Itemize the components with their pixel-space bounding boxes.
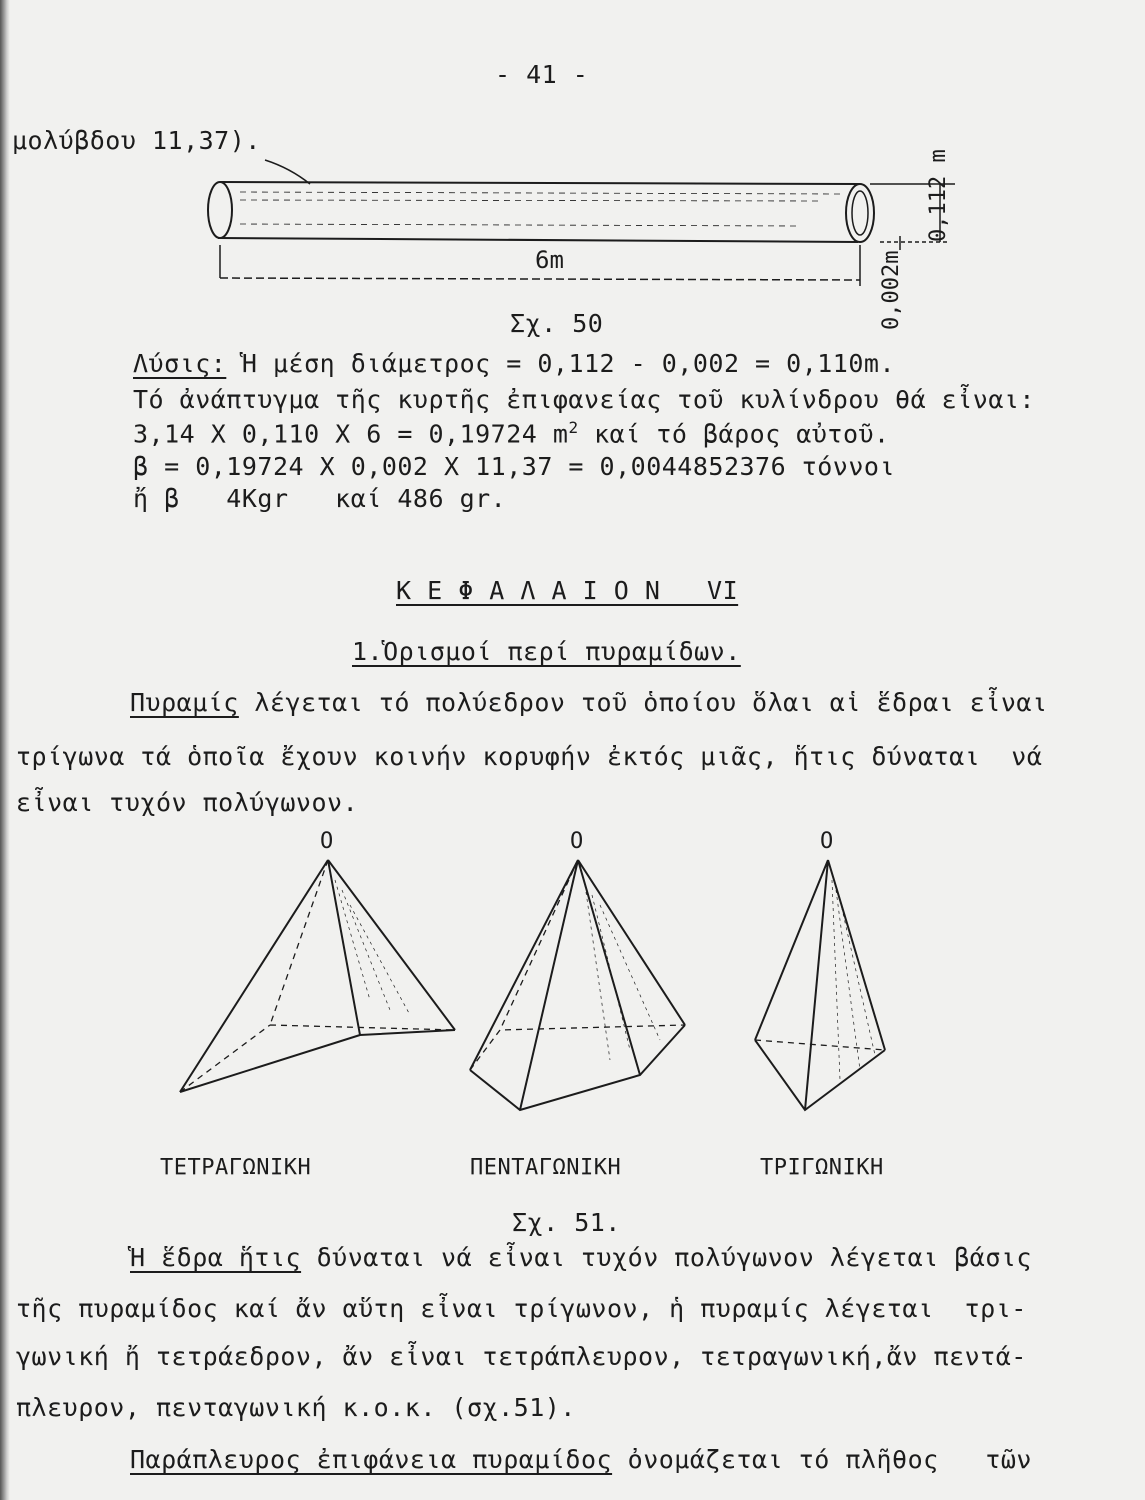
solution-line-5: ἤ β 4Kgr καί 486 gr. (133, 484, 507, 513)
fig50-length-label: 6m (535, 246, 564, 274)
para3-rest: ὀνομάζεται τό πλῆθος τῶν (612, 1445, 1032, 1474)
para3-line-1 (130, 1445, 1032, 1474)
solution-line-3-b: καί τό βάρος αὐτοῦ. (578, 419, 890, 449)
fig50-caption: Σχ. 50 (510, 309, 604, 338)
pyramid-label-pentagonal: ΠΕΝΤΑΓΩΝΙΚΗ (470, 1155, 622, 1180)
para2-line-4: πλευρον, πενταγωνική κ.ο.κ. (σχ.51). (16, 1393, 576, 1422)
pentagonal-pyramid (470, 860, 685, 1110)
page-number: - 41 - (495, 60, 589, 89)
pyramid-label-triangular: ΤΡΙΓΩΝΙΚΗ (760, 1155, 884, 1180)
section-title: 1.Ὁρισμοί περί πυραμίδων. (352, 637, 741, 666)
para1-line-3: εἶναι τυχόν πολύγωνον. (16, 788, 359, 817)
chapter-heading: Κ Ε Φ Α Λ Α Ι Ο Ν VI (396, 576, 739, 605)
para2-line-1 (130, 1243, 1032, 1272)
solution-line-1-text: Ἡ μέση διάμετρος = 0,112 - 0,002 = 0,110m. (226, 349, 896, 378)
solution-line-3-sup: 2 (568, 418, 579, 437)
para2-line-3: γωνική ἤ τετράεδρον, ἄν εἶναι τετράπλευρον, τετραγωνική,ἄν πεντά- (16, 1342, 1027, 1371)
solution-line-4: β = 0,19724 Χ 0,002 Χ 11,37 = 0,0044852376 τόννοι (133, 452, 896, 481)
binding-edge (0, 0, 10, 1500)
triangular-pyramid (755, 860, 885, 1110)
apex-label-1: O (320, 829, 334, 854)
para1-line-1-rest: λέγεται τό πολύεδρον τοῦ ὁποίου ὅλαι αἱ ἕδραι εἶναι (238, 688, 1048, 717)
para1-term: Πυραμίς (130, 688, 239, 717)
para1-line-1 (130, 688, 1048, 717)
figure-51-pyramids (170, 820, 930, 1120)
fig50-thickness-label: 0,002m (879, 250, 904, 330)
para3-term: Παράπλευρος ἐπιφάνεια πυραμίδος (130, 1445, 613, 1474)
para2-line-1-rest: δύναται νά εἶναι τυχόν πολύγωνον λέγεται βάσις (301, 1243, 1032, 1272)
solution-label: Λύσις: (133, 349, 227, 378)
para2-term: Ἡ ἕδρα ἥτις (130, 1243, 302, 1272)
solution-line-1 (133, 349, 895, 378)
solution-line-2: Τό ἀνάπτυγμα τῆς κυρτῆς ἐπιφανείας τοῦ κυλίνδρου θά εἶναι: (133, 385, 1035, 414)
apex-label-3: O (820, 829, 834, 854)
solution-line-3 (133, 418, 890, 448)
pyramid-label-square: ΤΕΤΡΑΓΩΝΙΚΗ (160, 1155, 312, 1180)
para1-line-2: τρίγωνα τά ὁποῖα ἔχουν κοινήν κορυφήν ἐκτός μιᾶς, ἥτις δύναται νά (16, 742, 1043, 771)
lead-fragment: μολύβδου 11,37). (12, 126, 261, 155)
fig50-diameter-label: 0,112 m (926, 149, 951, 242)
para2-line-2: τῆς πυραμίδος καί ἄν αὕτη εἶναι τρίγωνον, ἡ πυραμίς λέγεται τρι- (16, 1294, 1027, 1323)
square-pyramid (180, 860, 455, 1092)
solution-line-3-a: 3,14 Χ 0,110 Χ 6 = 0,19724 m (133, 419, 569, 449)
fig51-caption: Σχ. 51. (512, 1208, 621, 1237)
apex-label-2: O (570, 829, 584, 854)
